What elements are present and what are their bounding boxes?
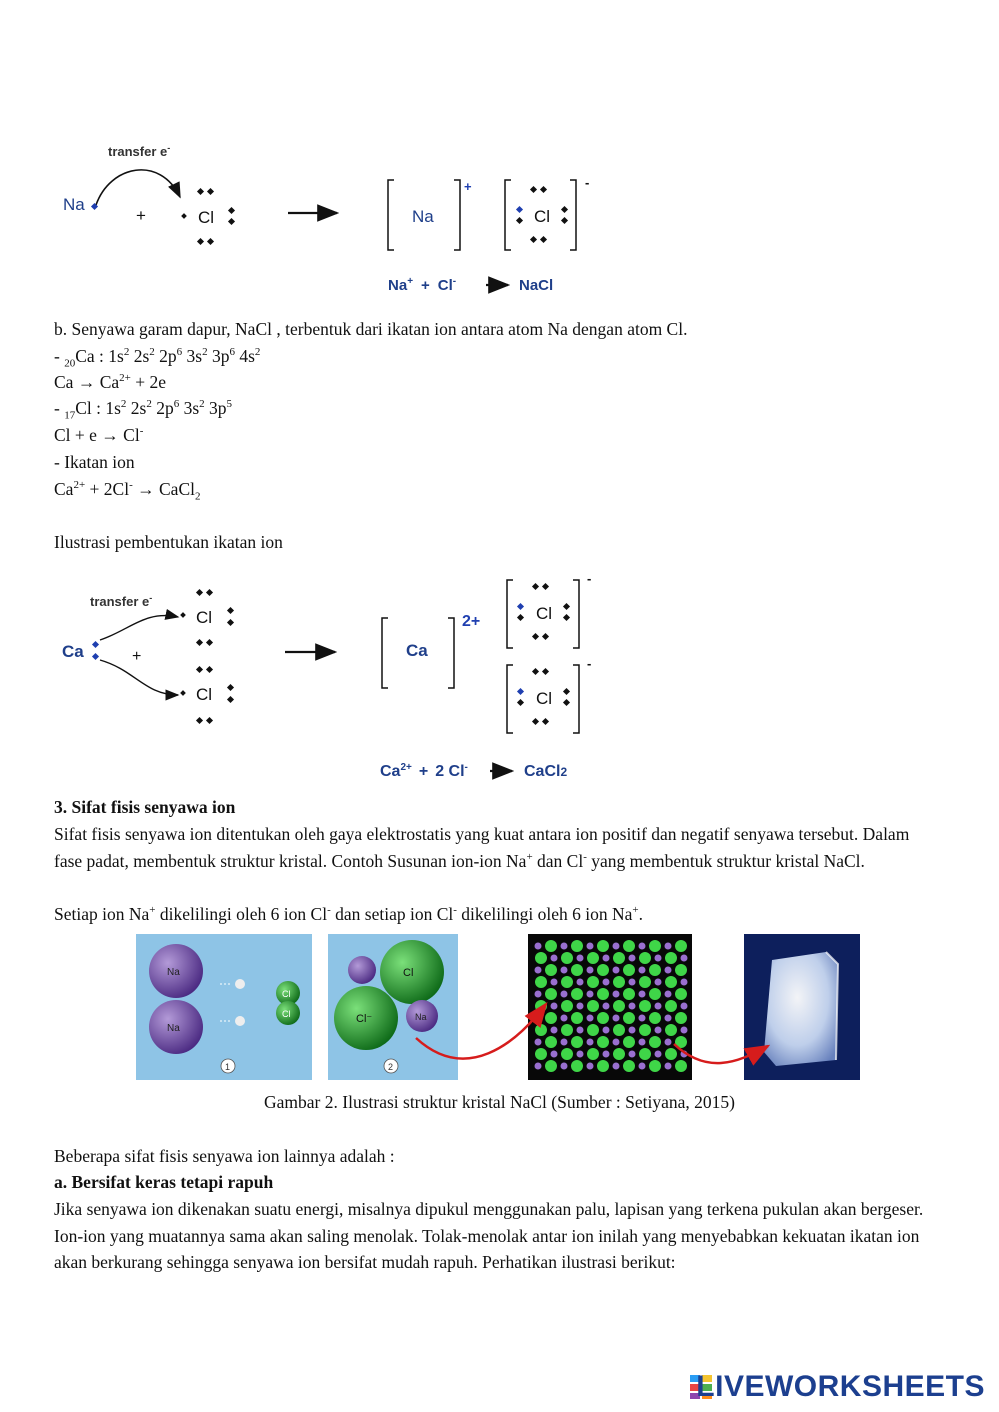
- lattice-cl-ion: [623, 1036, 635, 1048]
- lattice-cl-ion: [545, 988, 557, 1000]
- lattice-cl-ion: [675, 1060, 687, 1072]
- lattice-na-ion: [639, 1063, 646, 1070]
- svg-text:-: -: [587, 571, 592, 586]
- lattice-na-ion: [681, 1003, 688, 1010]
- liveworksheets-brand[interactable]: LIVEWORKSHEETS: [696, 1370, 985, 1403]
- lattice-na-ion: [613, 943, 620, 950]
- lattice-na-ion: [561, 1039, 568, 1046]
- lattice-cl-ion: [665, 976, 677, 988]
- lattice-cl-ion: [561, 976, 573, 988]
- ca-ion-label: Ca: [406, 641, 428, 660]
- lattice-cl-ion: [665, 952, 677, 964]
- electron-transfer-arrow: [96, 170, 180, 205]
- cl-atom-label: Cl: [198, 208, 215, 227]
- lattice-cl-ion: [613, 1048, 625, 1060]
- lattice-cl-ion: [571, 1060, 583, 1072]
- lattice-na-ion: [577, 1051, 584, 1058]
- lattice-cl-ion: [597, 988, 609, 1000]
- lattice-cl-ion: [561, 952, 573, 964]
- nacl-product: NaCl: [519, 277, 554, 294]
- lattice-cl-ion: [545, 1036, 557, 1048]
- lattice-na-ion: [603, 1027, 610, 1034]
- svg-text:transfer e-: transfer e-: [108, 143, 171, 159]
- lattice-na-ion: [655, 1051, 662, 1058]
- lattice-na-ion: [561, 991, 568, 998]
- lattice-cl-ion: [665, 1000, 677, 1012]
- ca-electron-config: - $_{20}$Ca : $1s^2$ $2s^2$ $2p^6$ $3s^2$ $3p^6$ $4s^2$: [54, 346, 261, 370]
- cacl2-product: CaCl2: [524, 763, 568, 780]
- lattice-cl-ion: [623, 988, 635, 1000]
- svg-text:Cl: Cl: [282, 1009, 291, 1019]
- lattice-na-ion: [577, 1027, 584, 1034]
- lattice-cl-ion: [613, 952, 625, 964]
- svg-text:-: -: [587, 656, 592, 671]
- lattice-na-ion: [535, 967, 542, 974]
- lattice-cl-ion: [571, 940, 583, 952]
- lattice-na-ion: [655, 955, 662, 962]
- ikatan-ion-label: - Ikatan ion: [54, 452, 135, 472]
- lattice-na-ion: [577, 1003, 584, 1010]
- lattice-cl-ion: [587, 976, 599, 988]
- section3-paragraph1: Sifat fisis senyawa ion ditentukan oleh gaya elektrostatis yang kuat antara ion positif dan negatif senyawa tersebut. Dalam fase padat, membentuk struktur kristal. Contoh Susunan ion-ion Na+ dan Cl- yang membentuk struktur kristal NaCl.: [54, 824, 910, 871]
- text-b-line1: b. Senyawa garam dapur, NaCl , terbentuk dari ikatan ion antara atom Na dengan atom Cl.: [54, 319, 688, 339]
- lattice-cl-ion: [649, 1060, 661, 1072]
- lattice-cl-ion: [545, 1060, 557, 1072]
- lattice-cl-ion: [561, 1048, 573, 1060]
- cacl2-reaction: $Ca^{2+} + 2Cl^-$ → CaCl$_2$: [54, 479, 201, 503]
- lattice-na-ion: [613, 1039, 620, 1046]
- lattice-cl-ion: [597, 1012, 609, 1024]
- section-a-heading: a. Bersifat keras tetapi rapuh: [54, 1172, 274, 1192]
- lattice-na-ion: [665, 1063, 672, 1070]
- lattice-cl-ion: [613, 1000, 625, 1012]
- lattice-cl-ion: [597, 1060, 609, 1072]
- svg-text:Cl: Cl: [403, 967, 414, 979]
- section3-paragraph2: Setiap ion Na+ dikelilingi oleh 6 ion Cl- dan setiap ion Cl- dikelilingi oleh 6 ion Na+.: [54, 904, 643, 924]
- svg-text:Cl: Cl: [196, 608, 213, 627]
- lattice-cl-ion: [535, 1048, 547, 1060]
- svg-text:Cl: Cl: [196, 685, 213, 704]
- lattice-na-ion: [655, 979, 662, 986]
- section3-heading: 3. Sifat fisis senyawa ion: [54, 797, 236, 817]
- lattice-na-ion: [613, 967, 620, 974]
- lattice-cl-ion: [665, 1024, 677, 1036]
- svg-text:Na: Na: [167, 967, 180, 978]
- ilustrasi-label: Ilustrasi pembentukan ikatan ion: [54, 532, 283, 552]
- lattice-cl-ion: [623, 964, 635, 976]
- lattice-na-ion: [629, 979, 636, 986]
- na-ion-charge: +: [464, 179, 472, 194]
- lattice-cl-ion: [597, 1036, 609, 1048]
- svg-text:Na: Na: [415, 1012, 427, 1022]
- svg-text:Cl⁻: Cl⁻: [356, 1013, 373, 1025]
- lattice-na-ion: [681, 955, 688, 962]
- lattice-na-ion: [603, 1051, 610, 1058]
- lattice-na-ion: [665, 1015, 672, 1022]
- ca-ion-charge: 2+: [462, 613, 481, 630]
- svg-text:2: 2: [388, 1062, 394, 1072]
- lattice-cl-ion: [675, 1012, 687, 1024]
- lattice-na-ion: [551, 979, 558, 986]
- lattice-na-ion: [665, 991, 672, 998]
- svg-text:transfer e-: transfer e-: [90, 593, 153, 609]
- lattice-na-ion: [639, 1039, 646, 1046]
- lattice-cl-ion: [665, 1048, 677, 1060]
- lattice-na-ion: [665, 1039, 672, 1046]
- ca-ionization-reaction: $Ca \to Ca^{2+} + 2e$: [54, 372, 166, 392]
- lattice-na-ion: [629, 1051, 636, 1058]
- transfer-label-2: transfer e: [90, 594, 150, 609]
- lattice-cl-ion: [649, 1036, 661, 1048]
- lattice-cl-ion: [649, 1012, 661, 1024]
- lattice-na-ion: [551, 1051, 558, 1058]
- lattice-cl-ion: [571, 964, 583, 976]
- intro-sifat-fisis: Beberapa sifat fisis senyawa ion lainnya adalah :: [54, 1146, 395, 1166]
- lattice-cl-ion: [587, 1048, 599, 1060]
- lattice-cl-ion: [535, 952, 547, 964]
- lattice-na-ion: [561, 1015, 568, 1022]
- lattice-na-ion: [535, 991, 542, 998]
- lattice-na-ion: [587, 967, 594, 974]
- lattice-cl-ion: [639, 1000, 651, 1012]
- svg-text:Na: Na: [167, 1023, 180, 1034]
- lattice-na-ion: [587, 1015, 594, 1022]
- lattice-na-ion: [587, 943, 594, 950]
- lattice-cl-ion: [649, 964, 661, 976]
- lattice-na-ion: [587, 1039, 594, 1046]
- lattice-cl-ion: [623, 1060, 635, 1072]
- lattice-cl-ion: [639, 976, 651, 988]
- nacl-crystal-figure: [136, 934, 862, 1082]
- lattice-cl-ion: [571, 1012, 583, 1024]
- lattice-cl-ion: [623, 1012, 635, 1024]
- lattice-cl-ion: [613, 976, 625, 988]
- section-a-body: Jika senyawa ion dikenakan suatu energi, misalnya dipukul menggunakan palu, lapisan yang terkena pukulan akan bergeser. Ion-ion yang muatannya sama akan saling menolak. Tolak-menolak antar ion inilah yang menyebabkan kekuatan ikatan ion akan berkurang sehingga senyawa ion bersifat mudah rapuh. Perhatikan ilustrasi berikut:: [54, 1199, 924, 1272]
- lattice-na-ion: [639, 991, 646, 998]
- lattice-na-ion: [639, 943, 646, 950]
- ca-atom-label: Ca: [62, 642, 84, 661]
- nacl-equation: Na+ + Cl-: [388, 276, 457, 294]
- lattice-na-ion: [561, 1063, 568, 1070]
- na-ion-label: Na: [412, 207, 434, 226]
- lattice-na-ion: [551, 1003, 558, 1010]
- lattice-na-ion: [655, 1027, 662, 1034]
- lattice-na-ion: [665, 967, 672, 974]
- lattice-cl-ion: [623, 940, 635, 952]
- lattice-cl-ion: [597, 940, 609, 952]
- cl-ion-label: Cl: [534, 207, 551, 226]
- lattice-na-ion: [535, 1063, 542, 1070]
- lattice-cl-ion: [649, 988, 661, 1000]
- lattice-na-ion: [655, 1003, 662, 1010]
- lattice-cl-ion: [613, 1024, 625, 1036]
- lattice-cl-ion: [561, 1000, 573, 1012]
- transfer-label: transfer e: [108, 144, 168, 159]
- lattice-na-ion: [561, 943, 568, 950]
- svg-text:Cl: Cl: [282, 989, 291, 999]
- lattice-na-ion: [629, 1003, 636, 1010]
- nacl-formation-diagram: [50, 135, 610, 300]
- lattice-cl-ion: [587, 1000, 599, 1012]
- lattice-na-ion: [587, 1063, 594, 1070]
- lattice-na-ion: [681, 979, 688, 986]
- lattice-na-ion: [665, 943, 672, 950]
- svg-text:Cl: Cl: [536, 689, 553, 708]
- lattice-cl-ion: [587, 1024, 599, 1036]
- lattice-cl-ion: [639, 1048, 651, 1060]
- lattice-cl-ion: [675, 988, 687, 1000]
- lattice-na-ion: [629, 955, 636, 962]
- lattice-na-ion: [613, 1015, 620, 1022]
- cl-electron-config: - $_{17}$Cl : $1s^2$ $2s^2$ $2p^6$ $3s^2$ $3p^5$: [54, 398, 233, 422]
- lattice-na-ion: [603, 1003, 610, 1010]
- lattice-cl-ion: [639, 1024, 651, 1036]
- lattice-na-ion: [535, 1039, 542, 1046]
- lattice-na-ion: [535, 943, 542, 950]
- na-atom-label: Na: [63, 195, 85, 214]
- figure-caption: Gambar 2. Ilustrasi struktur kristal NaCl (Sumber : Setiyana, 2015): [264, 1092, 735, 1112]
- lattice-cl-ion: [675, 940, 687, 952]
- lattice-na-ion: [577, 979, 584, 986]
- lattice-cl-ion: [675, 964, 687, 976]
- lattice-na-ion: [629, 1027, 636, 1034]
- lattice-cl-ion: [535, 1024, 547, 1036]
- lattice-na-ion: [551, 1027, 558, 1034]
- cacl2-equation: $Ca^{2+} + 2$ Cl-: [380, 762, 468, 780]
- lattice-cl-ion: [545, 940, 557, 952]
- lattice-na-ion: [603, 979, 610, 986]
- lattice-na-ion: [613, 991, 620, 998]
- lattice-na-ion: [561, 967, 568, 974]
- lattice-na-ion: [551, 955, 558, 962]
- cl-reduction-reaction: Cl + e → Cl-: [54, 425, 144, 445]
- lattice-na-ion: [577, 955, 584, 962]
- lattice-cl-ion: [597, 964, 609, 976]
- lattice-na-ion: [681, 1027, 688, 1034]
- lattice-cl-ion: [535, 976, 547, 988]
- svg-text:+: +: [132, 648, 142, 665]
- lattice-na-ion: [639, 1015, 646, 1022]
- lattice-cl-ion: [649, 940, 661, 952]
- lattice-cl-ion: [561, 1024, 573, 1036]
- svg-text:Cl: Cl: [536, 604, 553, 623]
- plus-sign: +: [136, 206, 146, 225]
- lattice-na-ion: [613, 1063, 620, 1070]
- lattice-cl-ion: [545, 1012, 557, 1024]
- lattice-cl-ion: [571, 1036, 583, 1048]
- cacl2-formation-diagram: [50, 570, 610, 785]
- lattice-na-ion: [587, 991, 594, 998]
- lattice-na-ion: [639, 967, 646, 974]
- svg-text:1: 1: [225, 1062, 231, 1072]
- lattice-cl-ion: [587, 952, 599, 964]
- lattice-cl-ion: [571, 988, 583, 1000]
- cl-ion-charge: -: [585, 175, 590, 190]
- lattice-cl-ion: [639, 952, 651, 964]
- lattice-cl-ion: [545, 964, 557, 976]
- lattice-na-ion: [603, 955, 610, 962]
